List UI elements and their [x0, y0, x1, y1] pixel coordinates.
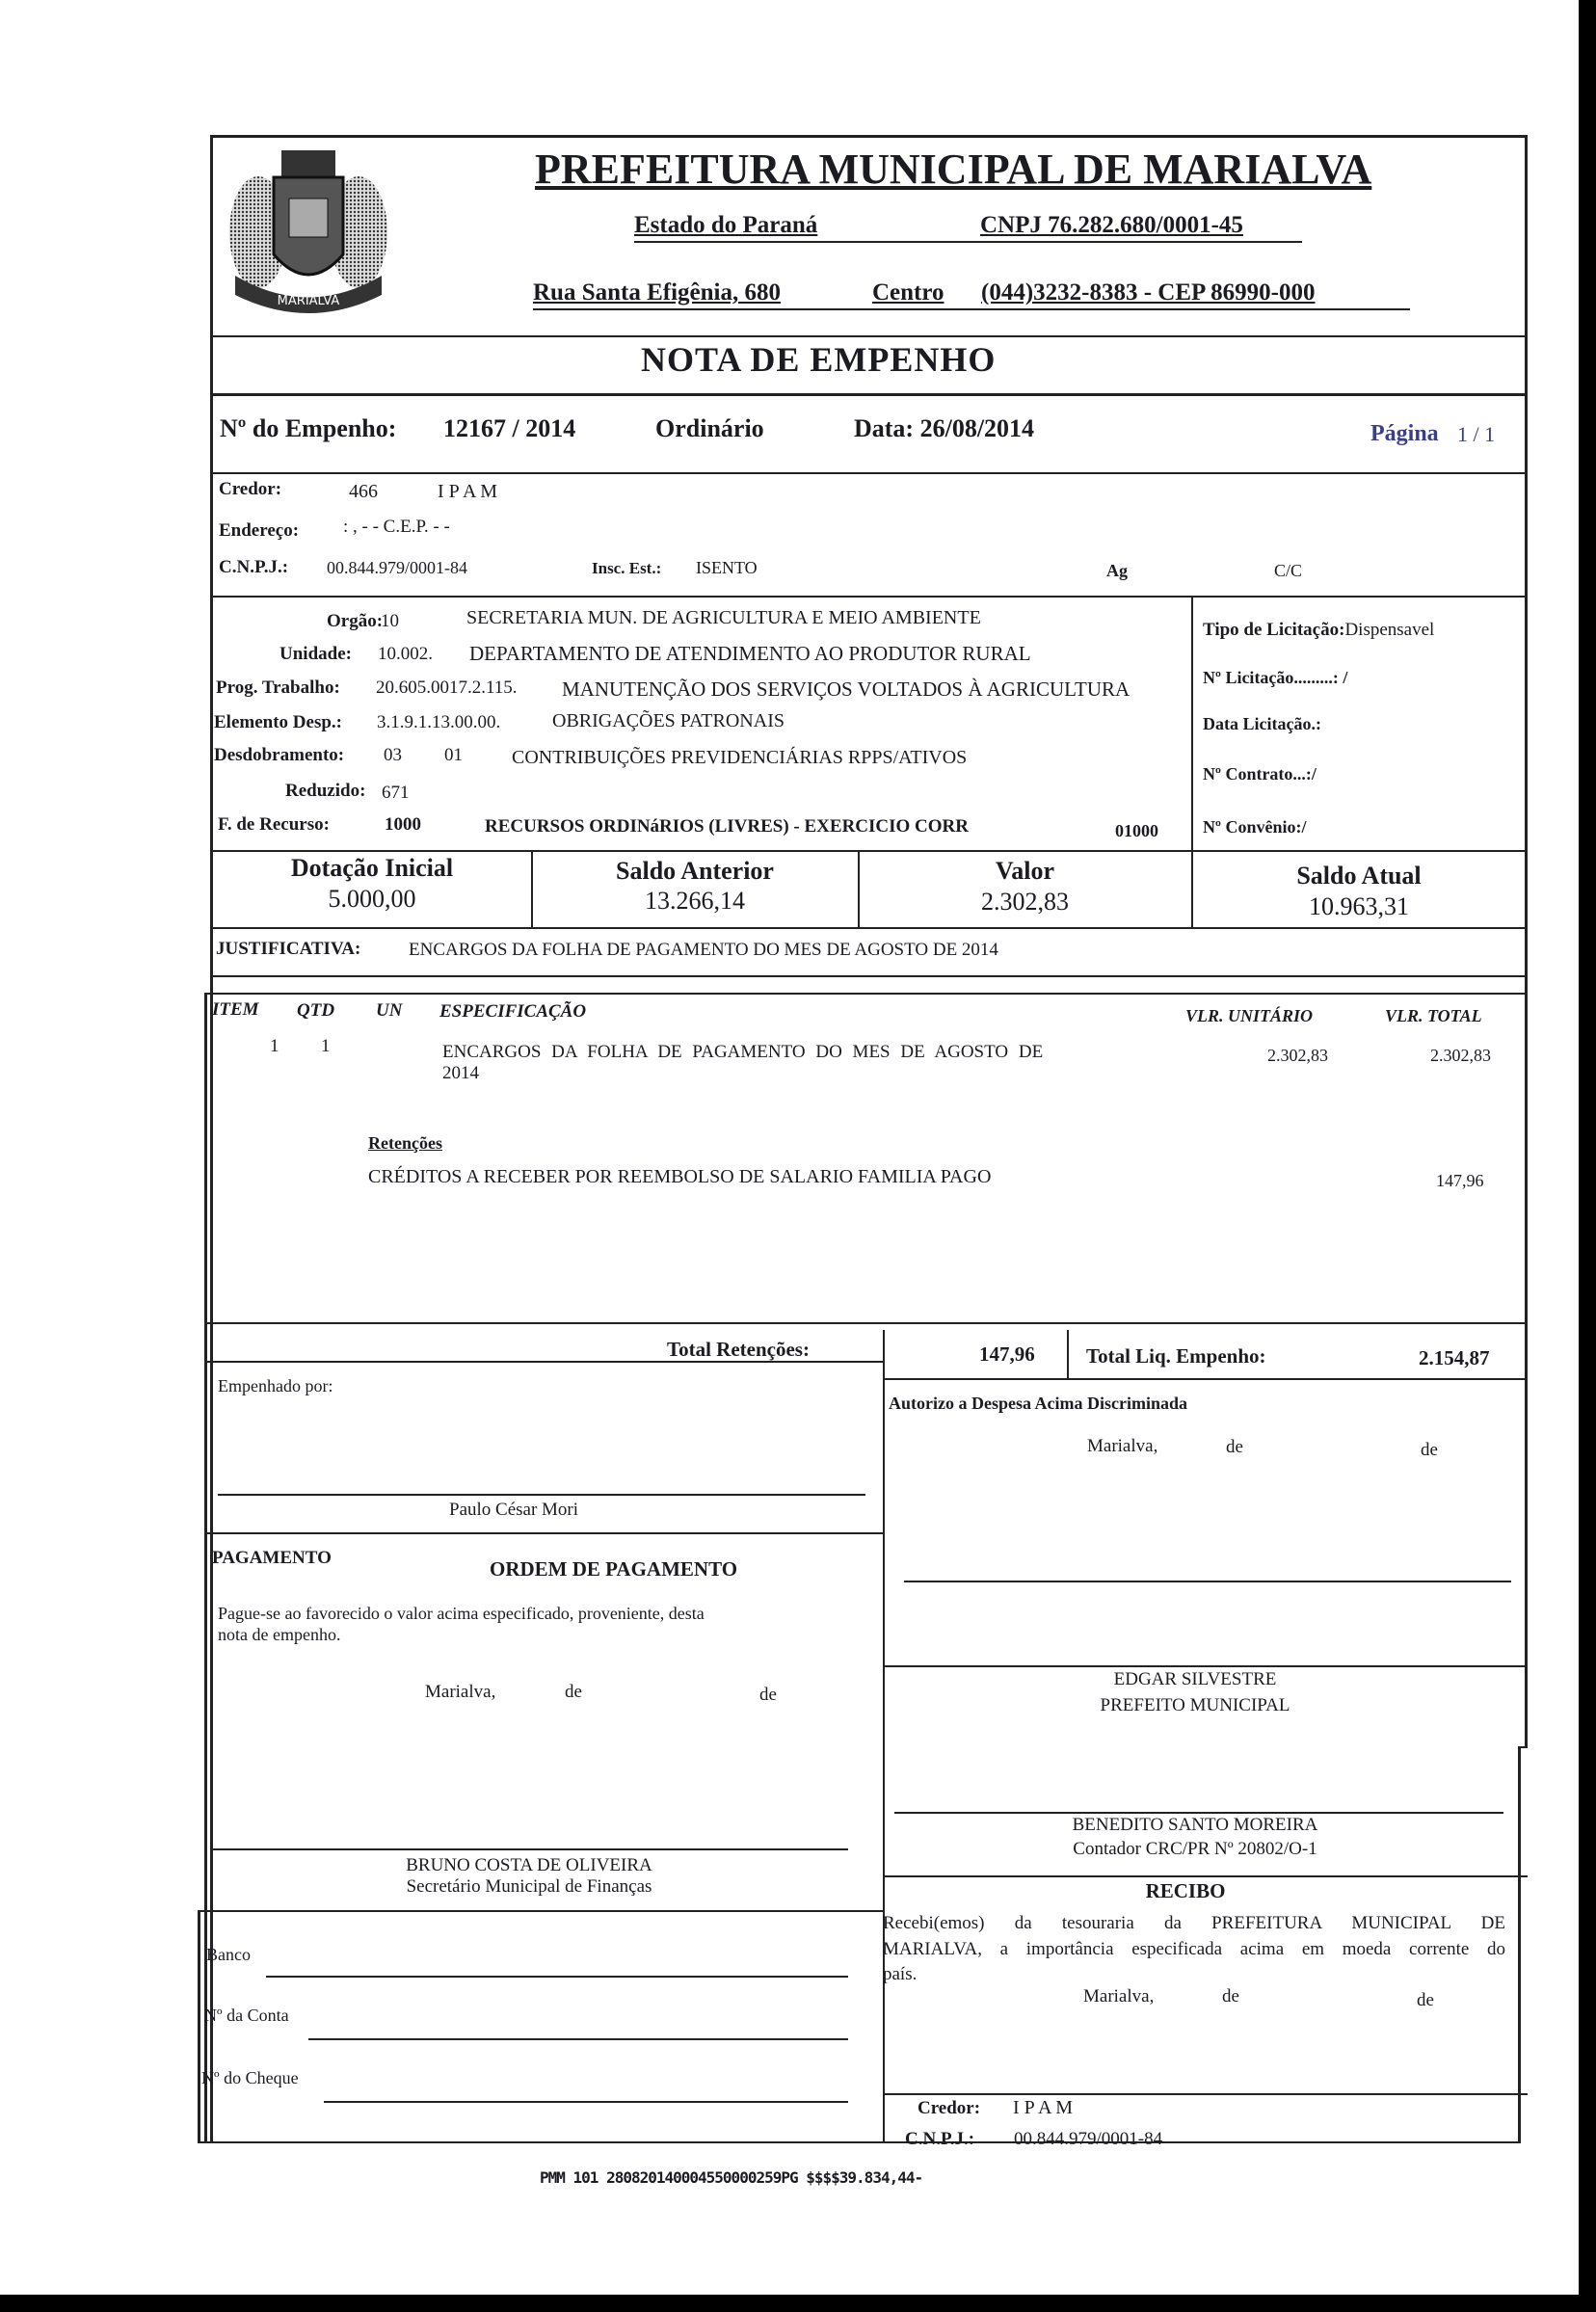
- conta-line[interactable]: [308, 2038, 848, 2040]
- insc-label: Insc. Est.:: [592, 559, 662, 577]
- justificativa-text: ENCARGOS DA FOLHA DE PAGAMENTO DO MES DE AGOSTO DE 2014: [409, 940, 998, 960]
- pagamento-de-1: de: [565, 1682, 582, 1702]
- prog-label: Prog. Trabalho:: [216, 678, 340, 698]
- row-desc-line2: 2014: [442, 1063, 479, 1083]
- autorizo-de-2: de: [1421, 1440, 1438, 1460]
- endereco-label: Endereço:: [219, 520, 300, 541]
- state-name: Estado do Paraná: [634, 212, 818, 238]
- desdobramento-code1: 03: [384, 745, 402, 765]
- desdobramento-label: Desdobramento:: [214, 745, 345, 765]
- secretario-title: Secretário Municipal de Finanças: [406, 1876, 652, 1897]
- empenho-number: 12167 / 2014: [443, 414, 576, 442]
- empenhado-signature-line: [218, 1494, 865, 1496]
- valor-value: 2.302,83: [981, 888, 1069, 916]
- empenho-date: Data: 26/08/2014: [854, 414, 1035, 442]
- credor-label: Credor:: [219, 479, 282, 499]
- orgao-label: Orgão:: [327, 611, 384, 631]
- city-crest: [214, 141, 403, 332]
- pagamento-de-2: de: [759, 1685, 777, 1705]
- ag-label: Ag: [1106, 561, 1128, 580]
- col-header-qtd: QTD: [297, 1000, 335, 1021]
- endereco-value: : , - - C.E.P. - -: [343, 517, 450, 537]
- pagamento-city: Marialva,: [425, 1682, 496, 1702]
- page-value: 1 / 1: [1457, 422, 1496, 446]
- unidade-desc: DEPARTAMENTO DE ATENDIMENTO AO PRODUTOR RURAL: [469, 642, 1031, 665]
- reduzido-code: 671: [382, 783, 410, 803]
- row-qtd: 1: [321, 1036, 331, 1056]
- row-unit: 2.302,83: [1267, 1046, 1328, 1065]
- total-liquido-label: Total Liq. Empenho:: [1086, 1344, 1266, 1368]
- col-header-vlr-total: VLR. TOTAL: [1385, 1006, 1482, 1025]
- insc-value: ISENTO: [696, 558, 758, 577]
- contrato-number: Nº Contrato...:/: [1203, 764, 1317, 784]
- address: Rua Santa Efigênia, 680: [533, 279, 781, 306]
- desdobramento-desc: CONTRIBUIÇÕES PREVIDENCIÁRIAS RPPS/ATIVOS: [512, 747, 968, 768]
- dotacao-value: 5.000,00: [328, 885, 416, 913]
- saldo-anterior-label: Saldo Anterior: [616, 857, 774, 885]
- dotacao-label: Dotação Inicial: [290, 854, 454, 882]
- total-retencoes-label: Total Retenções:: [667, 1338, 810, 1361]
- total-retencoes-value: 147,96: [979, 1342, 1035, 1366]
- elemento-desc: OBRIGAÇÕES PATRONAIS: [552, 710, 785, 731]
- col-header-vlr-unit: VLR. UNITÁRIO: [1185, 1006, 1314, 1025]
- scan-edge-bottom: [0, 2295, 1596, 2312]
- prog-desc: MANUTENÇÃO DOS SERVIÇOS VOLTADOS À AGRICULTURA: [562, 678, 1130, 701]
- recibo-title: RECIBO: [1145, 1879, 1226, 1902]
- contador-signature-line: [894, 1812, 1503, 1814]
- empenho-number-label: Nº do Empenho:: [220, 414, 397, 442]
- licitacao-tipo: [1203, 620, 1434, 641]
- document-title: NOTA DE EMPENHO: [641, 340, 997, 379]
- ordem-pagamento-label: ORDEM DE PAGAMENTO: [490, 1557, 738, 1581]
- credor-code: 466: [349, 481, 378, 502]
- justificativa-label: JUSTIFICATIVA:: [216, 939, 361, 959]
- recibo-de-1: de: [1222, 1986, 1239, 2006]
- orgao-code: 10: [381, 611, 399, 631]
- licitacao-numero: Nº Licitação.........: /: [1203, 668, 1348, 687]
- recurso-code2: 01000: [1115, 821, 1158, 840]
- retencao-desc: CRÉDITOS A RECEBER POR REEMBOLSO DE SALARIO FAMILIA PAGO: [368, 1166, 992, 1187]
- prog-code: 20.605.0017.2.115.: [376, 678, 518, 698]
- saldo-atual-label: Saldo Atual: [1296, 862, 1422, 890]
- contador-title: Contador CRC/PR Nº 20802/O-1: [1073, 1839, 1317, 1859]
- licitacao-data: Data Licitação.:: [1203, 714, 1321, 733]
- elemento-label: Elemento Desp.:: [214, 712, 342, 732]
- district: Centro: [872, 279, 944, 306]
- unidade-code: 10.002.: [378, 644, 433, 664]
- conta-label: Nº da Conta: [204, 2006, 289, 2025]
- row-total: 2.302,83: [1430, 1046, 1491, 1065]
- pagamento-text-1: Pague-se ao favorecido o valor acima especificado, proveniente, desta: [218, 1604, 705, 1623]
- cheque-line[interactable]: [324, 2101, 848, 2103]
- cnpj-label: C.N.P.J.:: [219, 557, 289, 577]
- recibo-credor-label: Credor:: [918, 2098, 981, 2118]
- saldo-atual-value: 10.963,31: [1309, 892, 1409, 920]
- total-liquido-value: 2.154,87: [1419, 1346, 1490, 1369]
- cnpj-value: 00.844.979/0001-84: [327, 558, 467, 577]
- reduzido-label: Reduzido:: [285, 781, 366, 801]
- page-title: PREFEITURA MUNICIPAL DE MARIALVA: [535, 146, 1372, 193]
- prefeito-name: EDGAR SILVESTRE: [1113, 1669, 1277, 1689]
- scan-edge-right: [1579, 0, 1596, 2312]
- recurso-code: 1000: [385, 814, 421, 835]
- recurso-desc: RECURSOS ORDINáRIOS (LIVRES) - EXERCICIO CORR: [485, 816, 969, 837]
- recibo-text-1: Recebi(emos) da tesouraria da PREFEITURA MUNICIPAL DE: [883, 1913, 1505, 1933]
- valor-label: Valor: [995, 857, 1055, 885]
- contador-name: BENEDITO SANTO MOREIRA: [1072, 1815, 1318, 1835]
- empenhado-label: Empenhado por:: [218, 1376, 333, 1395]
- recibo-credor-value: I P A M: [1013, 2097, 1074, 2118]
- elemento-code: 3.1.9.1.13.00.00.: [377, 712, 501, 732]
- autorizo-label: Autorizo a Despesa Acima Discriminada: [889, 1394, 1187, 1413]
- credor-name: I P A M: [438, 481, 498, 502]
- pagamento-text-2: nota de empenho.: [218, 1625, 341, 1644]
- col-header-espec: ESPECIFICAÇÃO: [439, 1001, 587, 1022]
- pagamento-label: PAGAMENTO: [212, 1548, 332, 1568]
- orgao-desc: SECRETARIA MUN. DE AGRICULTURA E MEIO AMBIENTE: [466, 607, 981, 628]
- secretario-name: BRUNO COSTA DE OLIVEIRA: [406, 1855, 652, 1875]
- empenho-type: Ordinário: [655, 414, 764, 442]
- city-cnpj: CNPJ 76.282.680/0001-45: [980, 212, 1243, 238]
- unidade-label: Unidade:: [279, 644, 352, 664]
- retencoes-label: Retenções: [368, 1133, 442, 1153]
- licitacao-tipo-value: Dispensavel: [1344, 620, 1435, 640]
- secretario-signature-line: [210, 1848, 848, 1850]
- empenhado-name: Paulo César Mori: [449, 1500, 579, 1520]
- retencao-value: 147,96: [1436, 1171, 1484, 1190]
- saldo-anterior-value: 13.266,14: [645, 887, 745, 915]
- page-label: Página: [1370, 421, 1439, 446]
- banco-line[interactable]: [266, 1976, 848, 1978]
- recibo-cnpj-label: C.N.P.J.:: [905, 2129, 975, 2149]
- recibo-city: Marialva,: [1083, 1986, 1155, 2006]
- svg-text:MARIALVA: MARIALVA: [277, 294, 340, 308]
- recibo-cnpj-value: 00.844.979/0001-84: [1014, 2129, 1163, 2149]
- row-desc-line1: ENCARGOS DA FOLHA DE PAGAMENTO DO MES DE AGOSTO DE: [442, 1042, 1044, 1062]
- phone-cep: (044)3232-8383 - CEP 86990-000: [981, 279, 1316, 306]
- recibo-de-2: de: [1417, 1990, 1434, 2010]
- col-header-un: UN: [376, 1000, 403, 1021]
- autorizo-de-1: de: [1226, 1437, 1243, 1457]
- recurso-label: F. de Recurso:: [218, 814, 330, 835]
- licitacao-tipo-label: Tipo de Licitação:: [1203, 620, 1345, 640]
- banco-label: Banco: [206, 1945, 251, 1964]
- prefeito-title: PREFEITO MUNICIPAL: [1100, 1695, 1290, 1715]
- recibo-text-2: MARIALVA, a importância especificada acima em moeda corrente do: [883, 1939, 1505, 1959]
- autorizo-signature-line: [904, 1581, 1511, 1582]
- row-item: 1: [270, 1036, 279, 1056]
- desdobramento-code2: 01: [444, 745, 463, 765]
- col-header-item: ITEM: [212, 999, 259, 1020]
- cheque-label: Nº do Cheque: [201, 2068, 299, 2087]
- recibo-text-3: país.: [883, 1964, 918, 1984]
- footer-code: PMM 101 280820140004550000259PG $$$$39.834,44-: [540, 2168, 923, 2187]
- convenio-number: Nº Convênio:/: [1203, 817, 1307, 837]
- autorizo-city: Marialva,: [1087, 1436, 1158, 1456]
- cc-label: C/C: [1274, 561, 1303, 580]
